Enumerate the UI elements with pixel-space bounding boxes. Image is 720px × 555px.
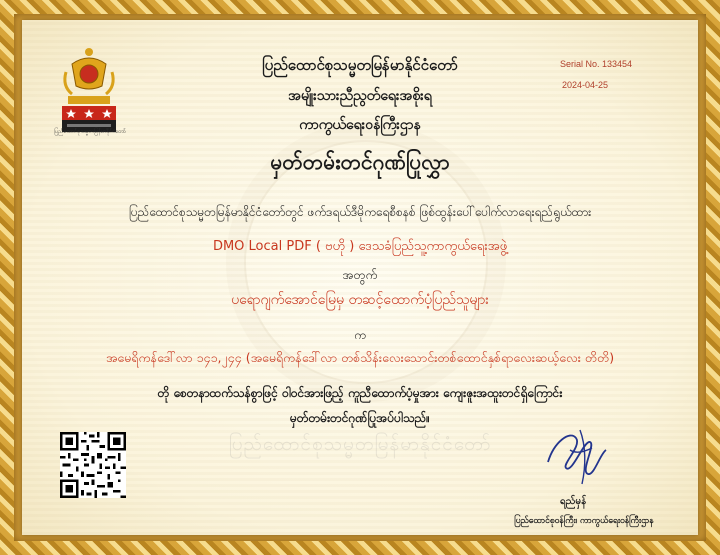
donor-name: ပရောဂျက်အောင်မြေမှ တဆင့်ထောက်ပံ့ပြည်သူများ bbox=[231, 292, 489, 308]
signature-icon bbox=[540, 420, 618, 490]
watermark-text: ပြည်ထောင်စုသမ္မတမြန်မာနိုင်ငံတော် bbox=[228, 433, 492, 455]
state-name: ပြည်ထောင်စုသမ္မတမြန်မာနိုင်ငံတော် bbox=[262, 56, 458, 74]
certificate-title: မှတ်တမ်းတင်ဂုဏ်ပြုလွှာ bbox=[270, 150, 450, 174]
body-intro: ပြည်ထောင်စုသမ္မတမြန်မာနိုင်ငံတော်တွင် ဖက်ဒရယ်ဒီမိုကရေစီစနစ် ဖြစ်ထွန်းပေါ်ပေါက်လာရေးရည်ရွယ်ထား bbox=[128, 205, 592, 219]
ministry-name: ကာကွယ်ရေးဝန်ကြီးဌာန bbox=[299, 117, 421, 133]
signatory-title: ပြည်ထောင်စုဝန်ကြီး၊ ကာကွယ်ရေးဝန်ကြီးဌာန bbox=[514, 516, 654, 526]
closing-line-1: တို စေတနာထက်သန်စွာဖြင့် ဝါဝင်အားဖြည့် ကူညီထောက်ပံ့မှုအား ကျေးဇူးအထူးတင်ရှိကြောင်း bbox=[157, 386, 563, 400]
emblem-caption: ပြည်ထောင်စုသမ္မတမြန်မာနိုင်ငံတော် bbox=[54, 129, 126, 135]
donation-amount: အမေရိကန်ဒေါ်လာ ၁၄၁,၂၄၄ (အမေရိကန်ဒေါ်လာ တစ်သိန်းလေးသောင်းတစ်ထောင်နှစ်ရာလေးဆယ့်လေး တိတိ) bbox=[105, 350, 615, 365]
organization-name: DMO Local PDF ( ဗဟို ) ဒေသခံပြည်သူ့ကာကွယ်ရေးအဖွဲ့ bbox=[212, 239, 508, 254]
signature-label: ရည်မှန် bbox=[560, 496, 587, 507]
issue-date: 2024-04-25 bbox=[562, 80, 609, 90]
word-for: အတွက် bbox=[342, 268, 378, 282]
qr-code-icon bbox=[60, 432, 126, 498]
certificate-paper bbox=[22, 20, 698, 535]
closing-line-2: မှတ်တမ်းတင်ဂုဏ်ပြုအပ်ပါသည်။ bbox=[290, 411, 430, 425]
serial-number: Serial No. 133454 bbox=[560, 59, 633, 69]
government-name: အမျိုးသားညီညွတ်ရေးအစိုးရ bbox=[288, 88, 432, 104]
word-from: က bbox=[354, 328, 366, 342]
